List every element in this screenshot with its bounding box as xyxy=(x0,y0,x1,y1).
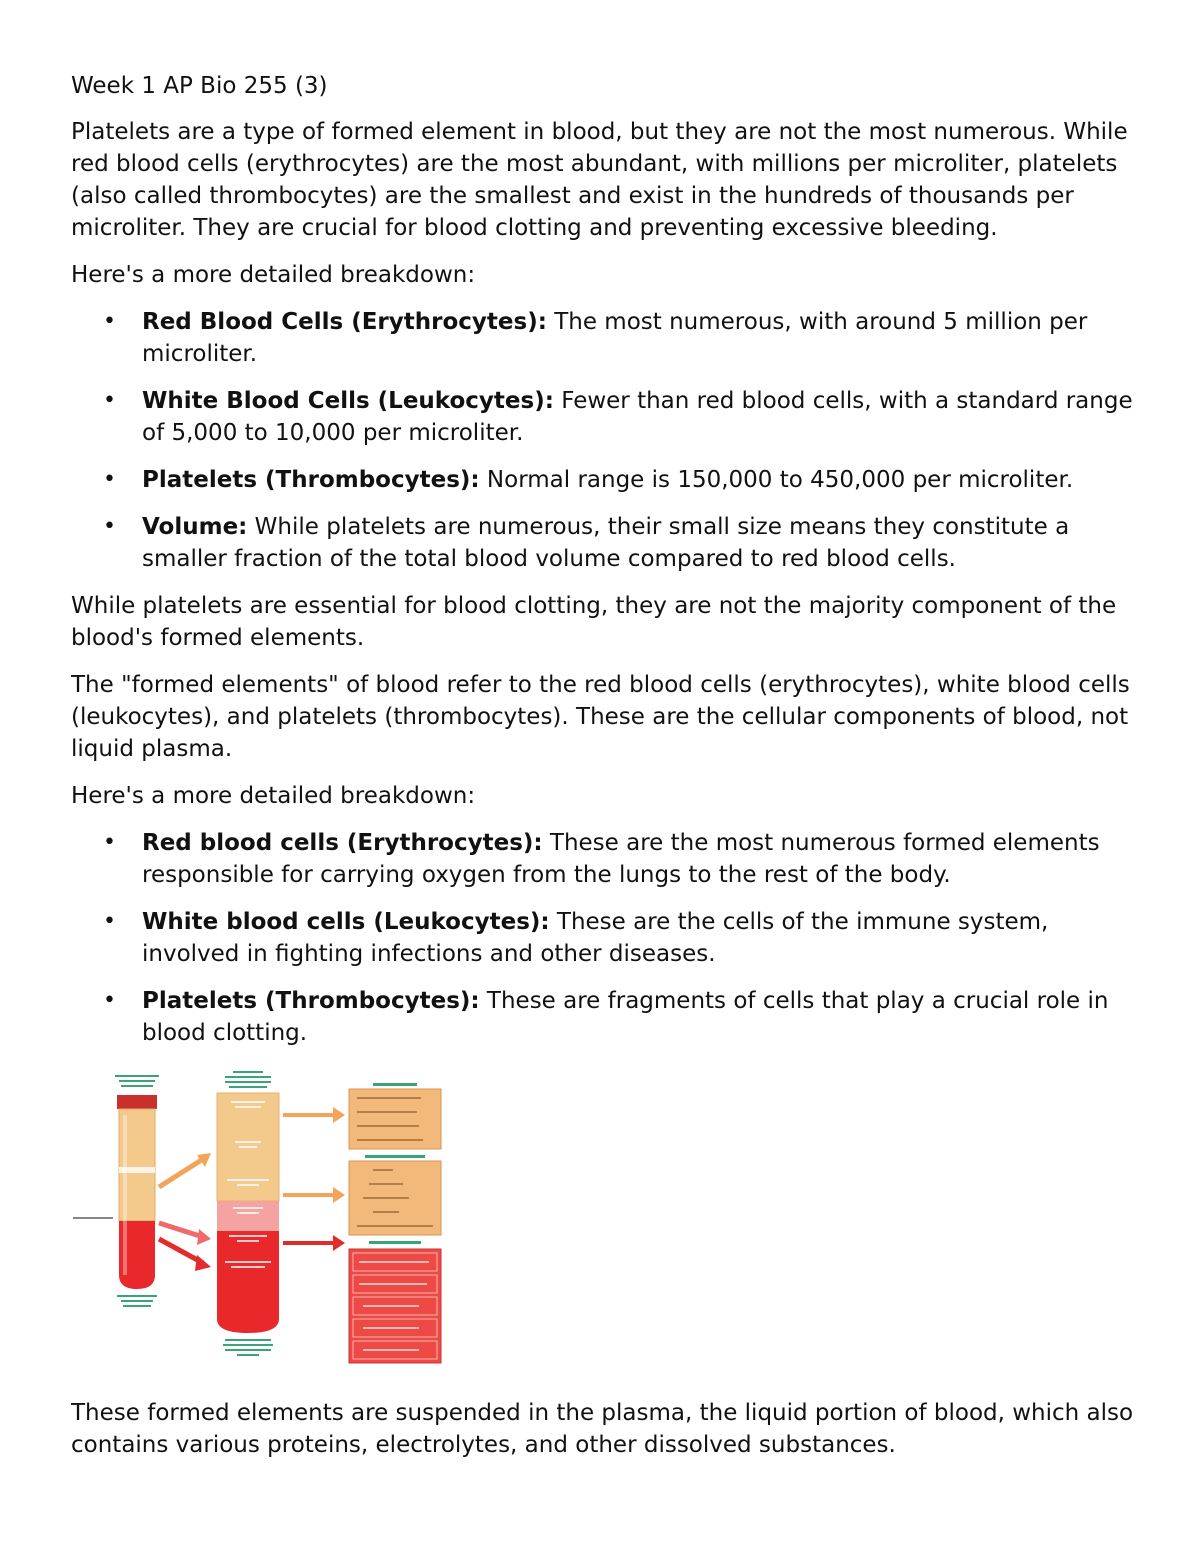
paragraph-2: While platelets are essential for blood clotting, they are not the majority component of the blood's formed elements. xyxy=(71,593,1117,651)
breakdown-list-2 xyxy=(71,827,1136,1049)
list-text: These are fragments of cells that play a crucial role in blood clotting. xyxy=(142,988,1109,1046)
list-term: White blood cells (Leukocytes): xyxy=(142,909,550,935)
list-term: Platelets (Thrombocytes): xyxy=(142,988,480,1014)
list-text: Fewer than red blood cells, with a standard range of 5,000 to 10,000 per microliter. xyxy=(142,388,1133,446)
list-term: Red Blood Cells (Erythrocytes): xyxy=(142,309,547,335)
intro-paragraph: Platelets are a type of formed element in blood, but they are not the most numerous. While red blood cells (erythrocytes) are the most abundant, with millions per microliter, platelets (also called thrombocytes) are the smallest and exist in the hundreds of thousands per microliter. They are crucial for blood clotting and preventing excessive bleeding. xyxy=(71,119,1128,241)
paragraph-3: The "formed elements" of blood refer to the red blood cells (erythrocytes), white blood cells (leukocytes), and platelets (thrombocytes). These are the cellular components of blood, not liquid plasma. xyxy=(71,672,1130,762)
breakdown-list-1 xyxy=(71,306,1136,575)
bullet-icon: • xyxy=(103,830,116,855)
list-text: Normal range is 150,000 to 450,000 per microliter. xyxy=(479,467,1074,493)
breakdown-heading-2: Here's a more detailed breakdown: xyxy=(71,783,476,809)
composition-column xyxy=(217,1071,279,1356)
blood-composition-figure xyxy=(73,1067,453,1367)
list-item xyxy=(71,906,1136,970)
list-item xyxy=(71,464,1136,496)
bullet-icon: • xyxy=(103,388,116,413)
arrows-column-to-boxes xyxy=(283,1107,345,1251)
list-term: Volume: xyxy=(142,514,248,540)
bullet-icon: • xyxy=(103,514,116,539)
list-text: The most numerous, with around 5 million per microliter. xyxy=(142,309,1088,367)
bullet-icon: • xyxy=(103,309,116,334)
bullet-icon: • xyxy=(103,909,116,934)
arrows-tube-to-column xyxy=(159,1153,211,1271)
bullet-icon: • xyxy=(103,988,116,1013)
list-item xyxy=(71,385,1136,449)
list-text: These are the cells of the immune system, involved in fighting infections and other diseases. xyxy=(142,909,1049,967)
list-item xyxy=(71,511,1136,575)
document-title: Week 1 AP Bio 255 (3) xyxy=(71,73,328,99)
bullet-icon: • xyxy=(103,467,116,492)
list-item xyxy=(71,827,1136,891)
list-item xyxy=(71,306,1136,370)
plasma-proteins-box xyxy=(349,1083,441,1149)
closing-paragraph: These formed elements are suspended in the plasma, the liquid portion of blood, which also contains various proteins, electrolytes, and other dissolved substances. xyxy=(71,1400,1134,1458)
list-term: Platelets (Thrombocytes): xyxy=(142,467,480,493)
formed-elements-box xyxy=(349,1241,441,1363)
list-text: While platelets are numerous, their small size means they constitute a smaller fraction of the total blood volume compared to red blood cells. xyxy=(142,514,1070,572)
list-term: White Blood Cells (Leukocytes): xyxy=(142,388,554,414)
list-item xyxy=(71,985,1136,1049)
test-tube-illustration xyxy=(73,1075,159,1307)
document-page xyxy=(71,70,1136,1476)
breakdown-heading-1: Here's a more detailed breakdown: xyxy=(71,262,476,288)
list-text: These are the most numerous formed elements responsible for carrying oxygen from the lungs to the rest of the body. xyxy=(142,830,1100,888)
other-solutes-box xyxy=(349,1155,441,1235)
list-term: Red blood cells (Erythrocytes): xyxy=(142,830,543,856)
